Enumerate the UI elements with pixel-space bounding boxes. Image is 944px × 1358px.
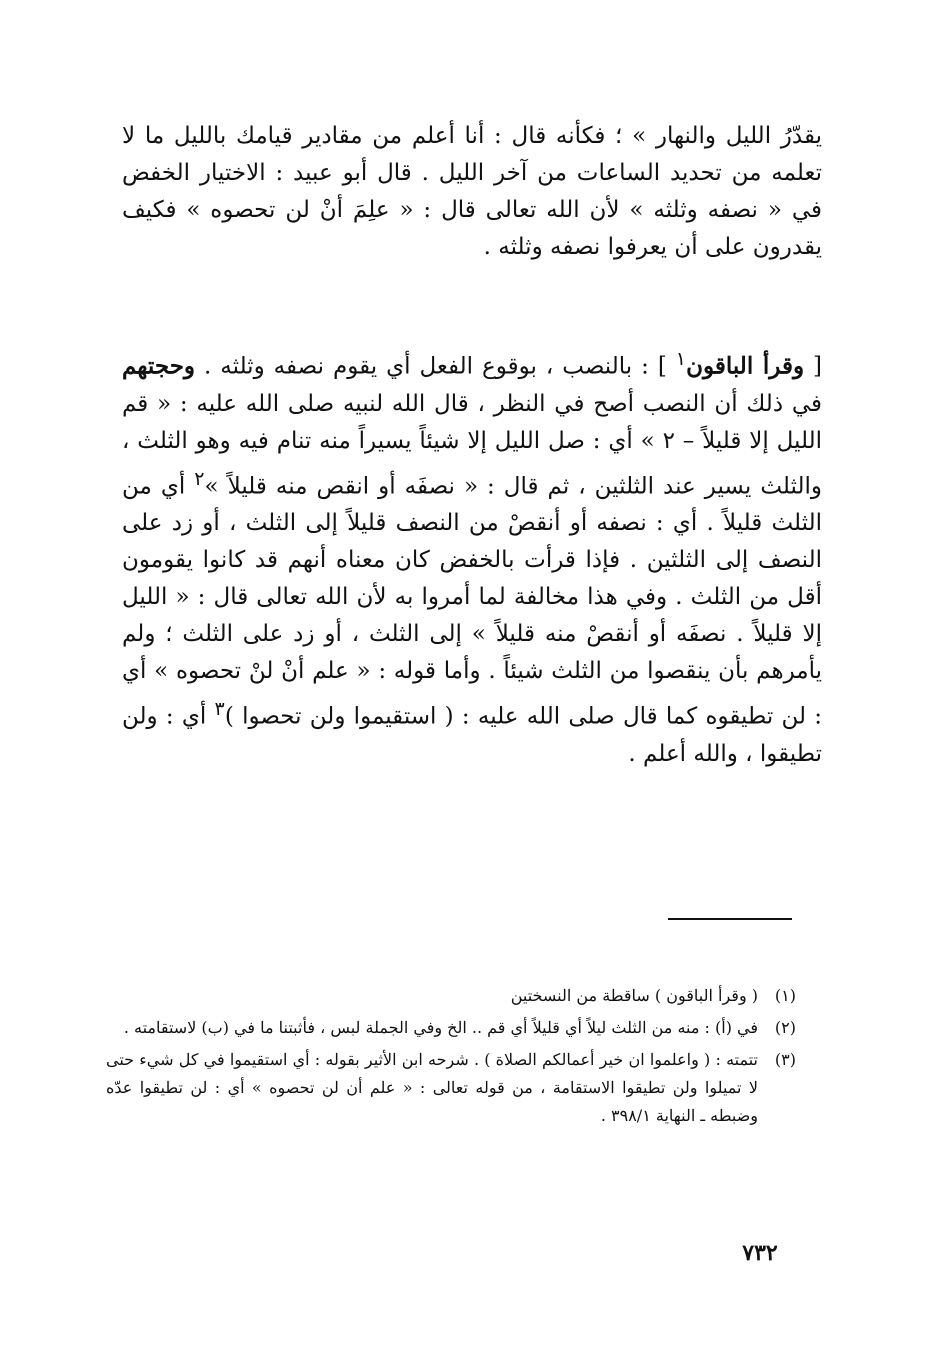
footnote-ref-1: ١ <box>675 347 687 370</box>
footnote-item <box>106 982 796 1010</box>
footnote-item <box>106 1046 796 1130</box>
footnote-number: (٢) <box>774 1018 796 1037</box>
main-text-paragraph-1 <box>122 118 822 266</box>
open-bracket: [ <box>813 353 823 380</box>
close-bracket: ] <box>657 353 667 380</box>
paragraph-1-text: يقدّرُ الليل والنهار » ؛ فكأنه قال : أنا أعلم من مقادير قيامك بالليل ما لا تعلمه من تحديد الساعات من آخر الليل . قال أبو عبيد : الاختيار الخفض في « نصفه وثلثه » لأن الله تعالى قال : « علِمَ أنْ لن تحصوه » فكيف يقدرون على أن يعرفوا نصفه وثلثه . <box>122 123 822 260</box>
footnotes <box>106 982 796 1134</box>
footnote-number: (١) <box>774 986 796 1005</box>
lemma-qiraa: وقرأ الباقون <box>686 352 805 380</box>
footnote-item <box>106 1014 796 1042</box>
paragraph-2 <box>122 340 822 773</box>
footnote-number: (٣) <box>774 1050 796 1069</box>
paragraph-2-text-1: : بالنصب ، بوقوع الفعل أي يقوم نصفه وثلثه . <box>204 353 649 380</box>
paragraph-2-text-4: أي : ولن تطيقوا ، والله أعلم . <box>122 703 822 767</box>
main-text-paragraph-2 <box>122 340 822 773</box>
footnote-text: تتمته : ( واعلموا ان خير أعمالكم الصلاة ) . شرحه ابن الأثير بقوله : أي استقيموا في كل شيء حتى لا تميلوا ولن تطيقوا الاستقامة ، من قوله تعالى : « علم أن لن تحصوه » أي : لن تطيقوا عدّه وضبطه ـ النهاية ٣٩٨/١ . <box>106 1050 758 1125</box>
footnote-ref-2: ٢ <box>194 466 205 490</box>
footnote-text: في (أ) : منه من الثلث ليلاً أي قليلاً أي قم .. الخ وفي الجملة لبس ، فأثبتنا ما في (ب) لاستقامته . <box>123 1018 758 1037</box>
footnote-separator <box>668 918 792 920</box>
paragraph-2-text-3: أي من الثلث قليلاً . أي : نصفه أو أنقصْ من النصف قليلاً إلى الثلث ، أو زد على النصف إلى الثلثين . فإذا قرأت بالخفض كان معناه أنهم قد كانوا يقومون أقل من الثلث . وفي هذا مخالفة لما أمروا به لأن الله تعالى قال : « الليل إلا قليلاً . نصفَه أو أنقصْ منه قليلاً » إلى الثلث ، أو زد على الثلث ؛ ولم يأمرهم بأن ينقصوا من الثلث شيئاً . وأما قوله : « علم أنْ لنْ تحصوه » أي : لن تطيقوه كما قال صلى الله عليه : ( استقيموا ولن تحصوا ) <box>122 473 822 730</box>
page-number: ٧٣٢ <box>742 1240 778 1266</box>
footnote-ref-3: ٣ <box>214 697 225 721</box>
lemma-hujjatuhum: وحجتهم <box>122 352 196 380</box>
paragraph-2-text-2: في ذلك أن النصب أصح في النظر ، قال الله لنبيه صلى الله عليه : « قم الليل إلا قليلاً – ٢ » أي : صل الليل إلا شيئاً يسيراً منه تنام فيه وهو الثلث ، والثلث يسير عند الثلثين ، ثم قال : « نصفَه أو انقص منه قليلاً » <box>122 390 822 500</box>
footnote-text: ( وقرأ الباقون ) ساقطة من النسختين <box>510 986 758 1005</box>
